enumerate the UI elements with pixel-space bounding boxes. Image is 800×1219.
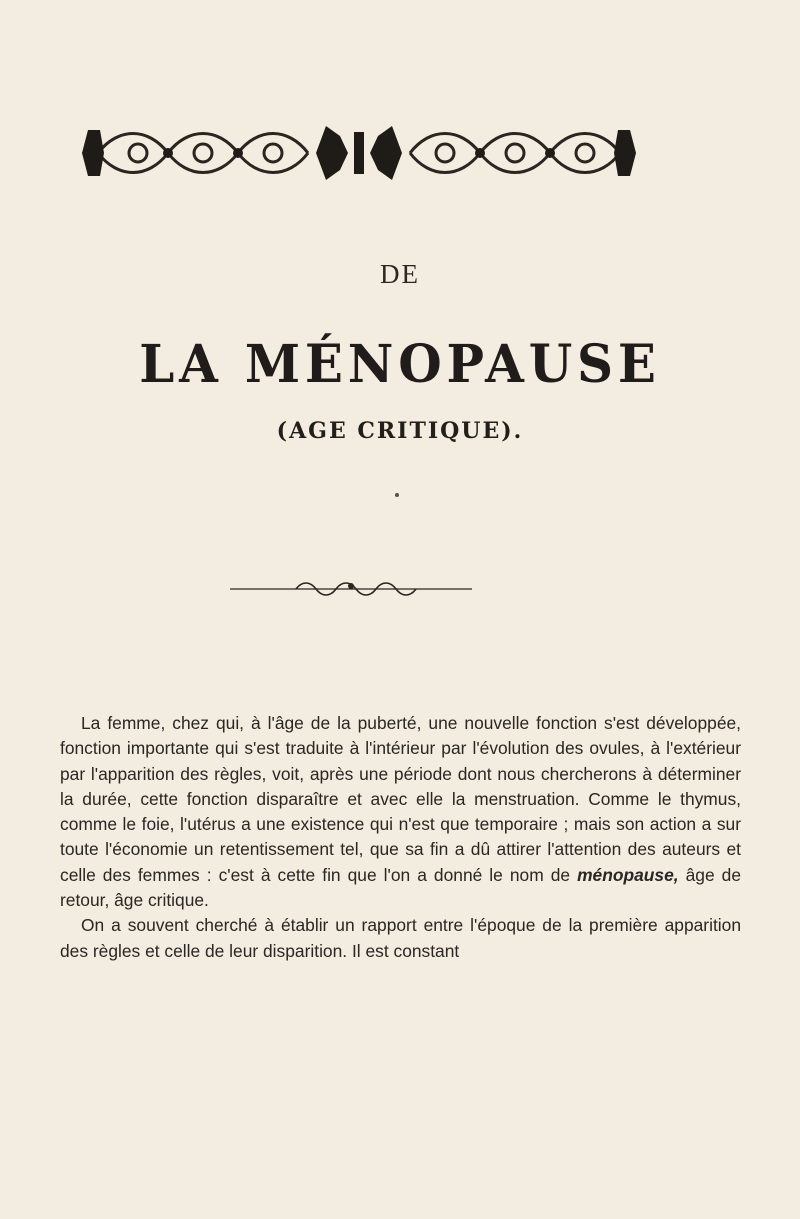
paragraph-1 (60, 711, 741, 913)
ornamental-header-banner (78, 122, 640, 184)
page-title: LA MÉNOPAUSE (139, 334, 661, 395)
body-text (60, 711, 741, 964)
decorative-dot (395, 493, 399, 497)
page-subtitle: (AGE CRITIQUE). (276, 418, 524, 444)
paragraph-1-emphasis: ménopause, (577, 864, 679, 885)
paragraph-1-text-b: âge de retour, âge critique. (60, 864, 741, 911)
paragraph-1-text-a: La femme, chez qui, à l'âge de la puberté, une nouvelle fonction s'est développée, fonction importante qui s'est traduite à l'intérieur par l'évolution des ovules, à l'extérieur par l'apparition des règles, voit, après une période dont nous chercherons à déterminer la durée, cette fonction disparaître et avec elle la menstruation. Comme le thymus, comme le foie, l'utérus a une existence qui n'est que temporaire ; mais son action a sur toute l'économie un retentissement tel, que sa fin a dû attirer l'attention des auteurs et celle des femmes : c'est à cette fin que l'on a donné le nom de (60, 713, 741, 885)
heading-de: DE (380, 259, 420, 289)
paragraph-2: On a souvent cherché à établir un rapport entre l'époque de la première apparition des règles et celle de leur disparition. Il est constant (60, 915, 741, 961)
ornamental-divider (230, 578, 472, 596)
